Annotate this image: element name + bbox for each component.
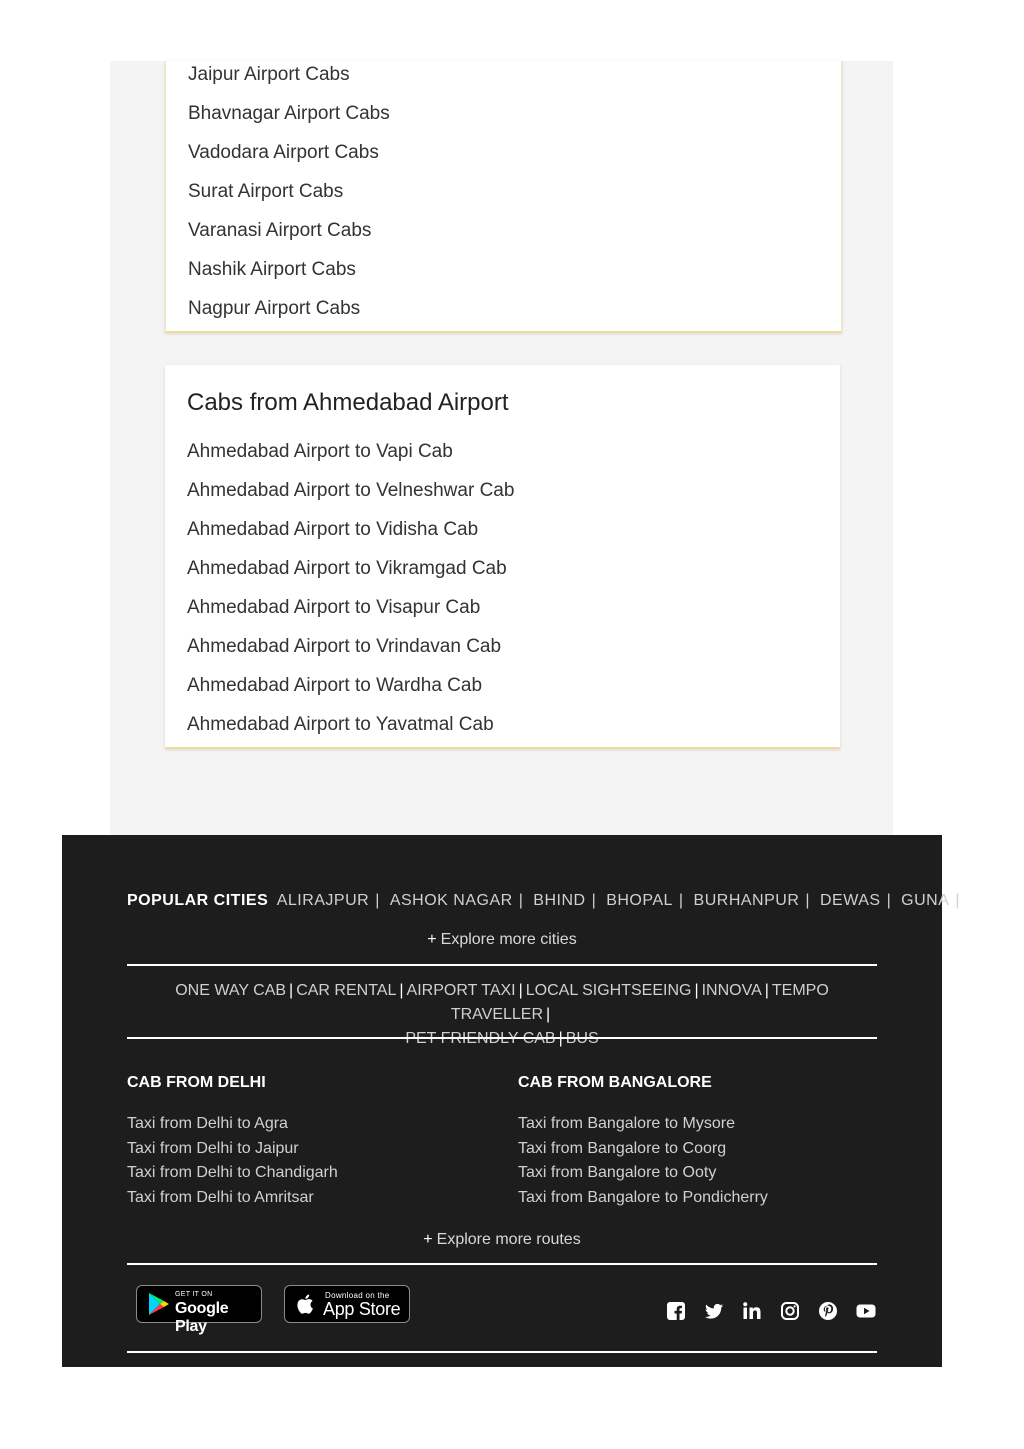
cab-from-delhi-column — [127, 1074, 507, 1210]
youtube-icon[interactable] — [856, 1301, 876, 1321]
instagram-icon[interactable] — [780, 1301, 800, 1321]
apple-icon — [293, 1291, 319, 1317]
list-item[interactable]: Surat Airport Cabs — [188, 181, 344, 202]
list-item[interactable]: Ahmedabad Airport to Wardha Cab — [187, 675, 483, 696]
column-heading: CAB FROM BANGALORE — [518, 1074, 712, 1091]
app-store-button[interactable] — [284, 1285, 410, 1323]
services-links: ONE WAY CAB | CAR RENTAL | AIRPORT TAXI | LOCAL SIGHTSEEING | INNOVA | TEMPO TRAVELLER | — [127, 979, 877, 1051]
city-link[interactable]: DEWAS — [819, 892, 881, 909]
linkedin-icon[interactable] — [742, 1301, 762, 1321]
cabs-from-airport-list[interactable] — [187, 438, 515, 735]
city-link[interactable]: BHOPAL — [606, 892, 673, 909]
explore-cities-label: Explore more cities — [440, 931, 577, 948]
route-link[interactable]: Taxi from Delhi to Chandigarh — [127, 1164, 338, 1182]
list-item[interactable]: Varanasi Airport Cabs — [188, 220, 372, 241]
list-item[interactable]: Jaipur Airport Cabs — [188, 64, 350, 85]
cab-from-bangalore-column — [518, 1074, 898, 1210]
plus-icon: + — [427, 931, 437, 948]
city-link[interactable]: BURHANPUR — [693, 892, 800, 909]
route-link[interactable]: Taxi from Delhi to Jaipur — [127, 1139, 299, 1157]
service-link[interactable]: LOCAL SIGHTSEEING — [525, 982, 692, 999]
list-item[interactable]: Nagpur Airport Cabs — [188, 298, 361, 319]
route-link[interactable]: Taxi from Bangalore to Coorg — [518, 1139, 727, 1157]
city-link[interactable]: GUNA — [901, 892, 950, 909]
twitter-icon[interactable] — [704, 1301, 724, 1321]
route-link[interactable]: Taxi from Delhi to Amritsar — [127, 1188, 314, 1206]
city-link[interactable]: ASHOK NAGAR — [389, 892, 513, 909]
list-item[interactable]: Ahmedabad Airport to Visapur Cab — [187, 597, 481, 618]
explore-routes-label: Explore more routes — [436, 1231, 581, 1248]
popular-cities-bar: POPULAR CITIES ALIRAJPUR | ASHOK NAGAR | BHIND | BHOPAL | BURHANPUR | DEWAS | GUNA | — [127, 892, 960, 909]
facebook-icon[interactable] — [666, 1301, 686, 1321]
section-title: Cabs from Ahmedabad Airport — [187, 389, 509, 416]
list-item[interactable]: Ahmedabad Airport to Vidisha Cab — [187, 519, 479, 540]
city-link[interactable]: BHIND — [533, 892, 586, 909]
city-link[interactable]: ALIRAJPUR — [276, 892, 370, 909]
store-caption: GET IT ON — [175, 1291, 213, 1298]
divider — [127, 1351, 877, 1353]
google-play-icon — [145, 1291, 171, 1317]
list-item[interactable]: Ahmedabad Airport to Velneshwar Cab — [187, 480, 515, 501]
divider — [127, 964, 877, 966]
list-item[interactable]: Vadodara Airport Cabs — [188, 142, 379, 163]
store-name: App Store — [323, 1299, 401, 1319]
site-footer — [62, 835, 960, 1367]
list-item[interactable]: Bhavnagar Airport Cabs — [188, 103, 390, 124]
service-link[interactable]: INNOVA — [701, 982, 762, 999]
route-link[interactable]: Taxi from Bangalore to Mysore — [518, 1115, 735, 1132]
divider — [127, 1263, 877, 1265]
route-link[interactable]: Taxi from Bangalore to Pondicherry — [518, 1188, 768, 1206]
pinterest-icon[interactable] — [818, 1301, 838, 1321]
airport-cabs-card — [165, 61, 842, 333]
list-item[interactable]: Nashik Airport Cabs — [188, 259, 356, 280]
divider — [127, 1037, 877, 1039]
list-item[interactable]: Ahmedabad Airport to Yavatmal Cab — [187, 714, 494, 735]
cabs-from-airport-card — [165, 365, 840, 749]
service-link[interactable]: TEMPO TRAVELLER — [450, 982, 829, 1023]
list-item[interactable]: Ahmedabad Airport to Vapi Cab — [187, 441, 453, 462]
popular-cities-label: POPULAR CITIES — [127, 892, 269, 909]
plus-icon: + — [423, 1231, 433, 1248]
list-item[interactable]: Ahmedabad Airport to Vrindavan Cab — [187, 636, 502, 657]
service-link[interactable]: AIRPORT TAXI — [406, 982, 516, 999]
service-link[interactable]: CAR RENTAL — [296, 982, 397, 999]
service-link[interactable]: ONE WAY CAB — [175, 982, 287, 999]
store-name: Google Play — [175, 1300, 229, 1335]
route-link[interactable]: Taxi from Bangalore to Ooty — [518, 1164, 717, 1182]
airport-cabs-list[interactable] — [188, 61, 390, 319]
google-play-button[interactable] — [136, 1285, 262, 1335]
column-heading: CAB FROM DELHI — [127, 1074, 266, 1091]
store-caption: Download on the — [325, 1291, 390, 1300]
explore-more-cities-link[interactable] — [62, 931, 942, 949]
list-item[interactable]: Ahmedabad Airport to Vikramgad Cab — [187, 558, 507, 579]
explore-more-routes-link[interactable] — [62, 1231, 942, 1249]
route-link[interactable]: Taxi from Delhi to Agra — [127, 1115, 288, 1132]
